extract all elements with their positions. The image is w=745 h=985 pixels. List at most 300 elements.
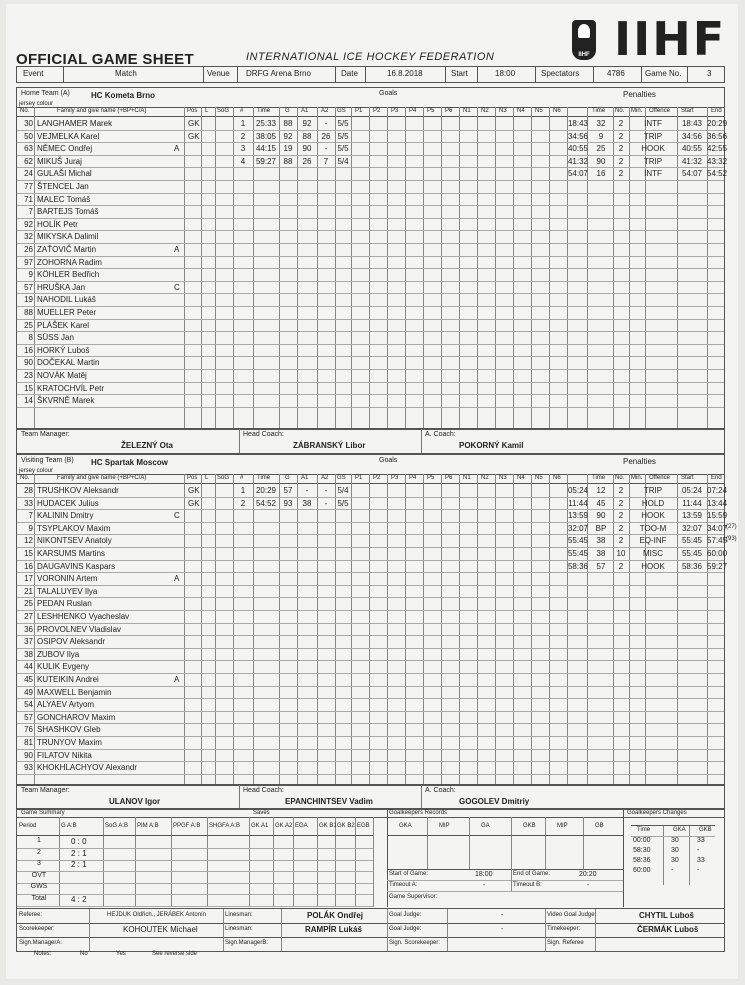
- period-column-header: P5: [427, 475, 435, 481]
- player-name: MIKUŠ Juraj: [37, 156, 82, 166]
- player-number: 16: [24, 345, 33, 355]
- gk-col-header: GKA: [399, 823, 412, 829]
- player-row: [17, 256, 724, 269]
- penalties-header: Penalties: [623, 90, 656, 99]
- player-name: MAXWELL Benjamin: [37, 687, 112, 697]
- officials-column-line: [89, 909, 90, 951]
- penalty-min: 2: [618, 156, 624, 166]
- column-header: L: [205, 108, 209, 114]
- player-number: 33: [24, 498, 33, 508]
- period-column-header: N4: [517, 475, 525, 481]
- player-name: HORKÝ Luboš: [37, 345, 90, 355]
- goal-g: 19: [283, 144, 293, 154]
- visitor-a-coach: GOGOLEV Dmitriy: [459, 797, 530, 806]
- summary-line: [17, 817, 724, 818]
- row-line: [17, 407, 724, 408]
- penalty-end: 13:44: [707, 498, 728, 508]
- penalty-time: 05:24: [567, 486, 589, 495]
- player-name: GONCHAROV Maxim: [37, 712, 116, 722]
- period-label: Total: [31, 894, 47, 902]
- sign-manager-b-label: Sign.ManagerB:: [225, 940, 269, 946]
- player-name: KHOKHLACHYOV Alexandr: [37, 763, 138, 773]
- visitor-head-coach: EPANCHINTSEV Vadim: [285, 797, 373, 806]
- column-header: GS: [337, 108, 346, 114]
- gk-column-line: [545, 817, 546, 869]
- penalty-offence: HOLD: [641, 498, 665, 508]
- officials-column-line: [281, 909, 282, 951]
- team-name: HC Kometa Brno: [91, 91, 156, 100]
- start-value: 18:00: [495, 69, 516, 78]
- column-header: Family and give name (+BP+C/A): [57, 475, 147, 481]
- player-position: GK: [188, 498, 200, 508]
- summary-col-header: GK B1: [319, 823, 337, 829]
- player-name: MIKYSKA Dalimil: [37, 232, 99, 242]
- column-header: Time: [257, 475, 271, 481]
- penalty-offence: INTF: [644, 119, 662, 128]
- goal-n: 2: [240, 131, 246, 141]
- penalty-player: 16: [596, 169, 606, 179]
- player-row: [17, 585, 724, 598]
- penalty-min: 2: [618, 561, 624, 571]
- penalty-end: 42:55: [707, 144, 728, 154]
- gk-column-line: [511, 817, 512, 869]
- player-number: 36: [24, 624, 33, 634]
- penalty-offence: TRIP: [643, 156, 663, 166]
- goal-a1: 38: [302, 498, 312, 508]
- change-time: 00:00: [633, 837, 651, 844]
- player-name: TRUNYOV Maxim: [37, 738, 102, 747]
- player-number: 62: [24, 156, 33, 166]
- player-row: [17, 205, 724, 218]
- period-column-header: P3: [391, 108, 399, 114]
- sign-manager-a-label: Sign.ManagerA:: [19, 940, 63, 946]
- column-header: Start: [681, 475, 694, 481]
- player-row: [17, 749, 724, 762]
- column-header: Min.: [631, 475, 643, 481]
- period-column-header: N2: [481, 475, 489, 481]
- referee-label: Referee:: [19, 912, 43, 918]
- goal-g: 92: [283, 131, 293, 141]
- player-name: KARSUMS Martins: [37, 549, 106, 558]
- penalty-start: 11:44: [682, 498, 702, 508]
- player-name: KRATOCHVÍL Petr: [37, 383, 104, 393]
- officials-line: [17, 937, 724, 938]
- player-name: KALININ Dmitry: [37, 511, 94, 521]
- player-row: [17, 394, 724, 407]
- summary-col-header: G A:B: [61, 823, 77, 829]
- column-header: G: [285, 108, 290, 114]
- penalty-offence: TRIP: [643, 486, 663, 495]
- penalty-start: 40:55: [681, 144, 703, 154]
- player-number: 50: [24, 131, 33, 141]
- penalty-offence: MISC: [643, 549, 663, 558]
- video-goal-judge: CHYTIL Luboš: [639, 911, 694, 920]
- player-number: 14: [24, 396, 33, 406]
- summary-col-header: GK A1: [251, 823, 269, 829]
- penalty-end: 54:52: [707, 169, 728, 179]
- column-header: Family and give name (+BP+C/A): [57, 108, 147, 114]
- player-name: LANGHAMER Marek: [37, 119, 113, 128]
- player-number: 76: [24, 725, 33, 735]
- player-number: 57: [24, 282, 33, 292]
- penalty-start: 55:45: [681, 549, 703, 558]
- period-label: 3: [37, 860, 41, 867]
- column-header: Offence: [649, 475, 670, 481]
- player-number: 71: [24, 194, 33, 204]
- referee: HEJDUK Oldřich., JERÁBEK Antonín: [107, 912, 207, 918]
- player-name: MUELLER Peter: [37, 308, 97, 317]
- penalty-time: 40:55: [567, 144, 589, 154]
- goal-judge-label: Goal Judge:: [389, 912, 422, 918]
- penalty-player: 32: [596, 119, 606, 128]
- period-column-header: P6: [445, 475, 453, 481]
- goal-time: 59:27: [255, 156, 277, 166]
- period-column-header: N5: [535, 475, 543, 481]
- timeout-a: -: [483, 882, 486, 889]
- home-head-coach: ZÁBRANSKÝ Libor: [293, 441, 366, 450]
- player-number: 28: [24, 486, 33, 495]
- penalty-min: 2: [618, 169, 624, 179]
- player-name: NIKONTSEV Anatoly: [37, 536, 112, 546]
- player-position: GK: [188, 119, 200, 128]
- player-row: [17, 306, 724, 319]
- goal-gs: 5/4: [337, 486, 349, 495]
- start-of-game-label: Start of Game:: [389, 871, 429, 877]
- goal-gs: 5/5: [337, 131, 349, 141]
- end-of-game-label: End of Game:: [513, 871, 551, 877]
- penalty-offence: EQ-INF: [639, 536, 667, 546]
- player-name: ZAŤOVIČ Martin: [37, 245, 97, 254]
- notes-label: Notes:: [34, 951, 52, 957]
- penalty-player: 38: [596, 549, 606, 558]
- goal-time: 25:33: [255, 119, 277, 128]
- venue-value: DRFG Arena Brno: [246, 69, 311, 78]
- player-name: LESHHENKO Vyacheslav: [37, 612, 130, 621]
- player-captain: A: [174, 574, 180, 584]
- player-number: 27: [24, 612, 33, 621]
- goal-time: 54:52: [255, 498, 277, 508]
- change-time: 60:00: [633, 867, 651, 874]
- player-position: GK: [188, 131, 200, 141]
- changes-col-header: Time: [637, 827, 651, 833]
- goal-a1: 92: [302, 119, 312, 128]
- federation-name: INTERNATIONAL ICE HOCKEY FEDERATION: [246, 51, 495, 63]
- player-number: 21: [24, 586, 33, 596]
- player-row: [17, 623, 724, 636]
- gk-column-line: [427, 817, 428, 869]
- penalty-end: 59:27: [707, 561, 728, 571]
- gk-column-line: [511, 869, 512, 891]
- gk-changes-label: Goalkeepers Changes: [627, 810, 687, 816]
- see-reverse: See reverse side: [152, 951, 198, 957]
- timeout-b-label: Timeout B:: [513, 882, 542, 888]
- goal-a2: -: [324, 486, 328, 495]
- penalty-start: 13:59: [681, 511, 703, 521]
- penalty-time: 41:32: [567, 156, 589, 166]
- home-team-section: [16, 87, 728, 430]
- summary-col-header: EGA: [295, 823, 308, 829]
- penalty-end: 36:56: [707, 131, 728, 141]
- spectators-label: Spectators: [541, 69, 580, 78]
- game-supervisor-label: Game Supervisor:: [389, 894, 438, 900]
- column-header: Min.: [631, 108, 643, 114]
- penalty-time: 13:59: [567, 511, 589, 521]
- column-header: Time: [257, 108, 271, 114]
- penalty-offence: INTF: [644, 169, 662, 179]
- player-name: VORONIN Artem: [37, 574, 98, 584]
- goals-header: Goals: [379, 90, 398, 97]
- officials-column-line: [447, 909, 448, 951]
- player-row: [17, 281, 724, 294]
- period-column-header: N3: [499, 475, 507, 481]
- penalty-time: 55:45: [567, 536, 589, 546]
- column-header: No.: [20, 108, 30, 114]
- column-header: Pos: [187, 475, 198, 481]
- game-summary-label: Game Summary: [21, 810, 65, 816]
- player-name: GULAŠI Michal: [37, 169, 92, 179]
- column-header: #: [240, 108, 244, 114]
- period-column-header: P5: [427, 108, 435, 114]
- summary-col-header: EGB: [357, 823, 370, 829]
- player-row: [17, 331, 724, 344]
- summary-column-line: [623, 809, 624, 907]
- player-name: TALALUYEV Ilya: [37, 586, 98, 596]
- officials-column-line: [545, 909, 546, 951]
- period-column-header: N6: [553, 108, 561, 114]
- linesman-1: POLÁK Ondřej: [307, 911, 364, 920]
- iihf-logo: IIHF IIHF: [570, 18, 720, 62]
- team-label: Visiting Team (B): [21, 457, 74, 464]
- period-goals: 2 : 1: [71, 860, 87, 869]
- player-number: 44: [24, 662, 33, 672]
- period-label: 1: [37, 837, 41, 844]
- goal-gs: 5/5: [337, 119, 349, 128]
- summary-col-header: SoG A:B: [105, 823, 129, 829]
- period-column-header: P2: [373, 475, 381, 481]
- visitor-team-manager: ULANOV Igor: [109, 797, 161, 806]
- row-line: [17, 906, 373, 907]
- penalty-offence: TOO-M: [639, 523, 667, 533]
- goal-time: 38:05: [255, 131, 277, 141]
- iihf-badge-icon: IIHF: [572, 20, 596, 60]
- start-label: Start: [451, 69, 468, 78]
- player-row: [17, 218, 724, 231]
- player-captain: A: [174, 675, 180, 684]
- column-header: G: [285, 475, 290, 481]
- player-number: 23: [24, 371, 33, 380]
- player-captain: C: [174, 282, 180, 292]
- player-row: [17, 610, 724, 623]
- home-a-coach: POKORNÝ Kamil: [459, 441, 524, 450]
- summary-column-line: [373, 817, 374, 907]
- row-line: [17, 871, 373, 872]
- penalty-end: 07:24: [707, 486, 728, 495]
- goal-gs: 5/5: [337, 498, 349, 508]
- player-number: 7: [28, 511, 33, 521]
- period-column-header: N2: [481, 108, 489, 114]
- officials-column-line: [223, 909, 224, 951]
- period-column-header: N4: [517, 108, 525, 114]
- row-line: [17, 883, 373, 884]
- player-number: 88: [24, 308, 33, 317]
- scorekeeper: KOHOUTEK Michael: [123, 925, 198, 934]
- penalty-start: 32:07: [681, 523, 703, 533]
- goal-a1: -: [305, 486, 309, 495]
- player-name: HOLÍK Petr: [37, 219, 78, 229]
- player-number: 32: [24, 232, 33, 242]
- penalty-end: 15:59: [707, 511, 728, 521]
- penalty-offence: HOOK: [641, 511, 665, 521]
- goal-g: 88: [283, 156, 293, 166]
- gk-line: [387, 869, 623, 870]
- column-header: End: [711, 108, 722, 114]
- penalty-note: (27): [726, 523, 737, 530]
- player-name: FILATOV Nikita: [37, 750, 92, 760]
- penalty-player: 38: [596, 536, 606, 546]
- player-row: [17, 648, 724, 661]
- linesman-2: RAMPÍR Lukáš: [305, 925, 362, 934]
- period-column-header: N1: [463, 108, 471, 114]
- player-number: 15: [24, 383, 33, 393]
- sign-scorekeeper-label: Sign. Scorekeeper:: [389, 940, 441, 946]
- notes-yes: Yes: [116, 951, 126, 957]
- team-name: HC Spartak Moscow: [91, 458, 168, 467]
- player-captain: A: [174, 245, 180, 254]
- video-goal-judge-label: Video Goal Judge:: [547, 912, 597, 918]
- summary-column-line: [387, 809, 388, 907]
- penalty-min: 2: [618, 486, 624, 495]
- goal-g: 88: [283, 119, 293, 128]
- goal-judge-2: -: [501, 926, 504, 933]
- penalty-offence: HOOK: [641, 144, 665, 154]
- event-value: Match: [115, 69, 137, 78]
- sign-referee-label: Sign. Referee: [547, 940, 584, 946]
- penalty-end: 20:29: [707, 119, 728, 128]
- penalty-min: 2: [618, 536, 624, 546]
- player-number: 77: [24, 182, 33, 191]
- period-column-header: P2: [373, 108, 381, 114]
- linesman-label: Linesman:: [225, 926, 253, 932]
- player-name: PROVOLNEV Vladislav: [37, 624, 122, 634]
- home-staff-row: Team Manager: ŽELEZNÝ Ota Head Coach: ZÁBRANSKÝ Libor A. Coach: POKORNÝ Kamil: [16, 428, 725, 454]
- player-name: SHASHKOV Gleb: [37, 725, 101, 735]
- player-row: [17, 723, 724, 736]
- player-number: 38: [24, 649, 33, 659]
- goal-judge-label: Goal Judge:: [389, 926, 422, 932]
- player-name: KULIK Evgeny: [37, 662, 90, 672]
- changes-column-line: [689, 825, 690, 885]
- linesman-label: Linesman:: [225, 912, 253, 918]
- date-value: 16.8.2018: [387, 69, 423, 78]
- officials-section: [16, 908, 725, 952]
- change-gkb: 33: [697, 857, 705, 864]
- period-column-header: N3: [499, 108, 507, 114]
- column-header: Time: [592, 108, 606, 114]
- player-number: 37: [24, 637, 33, 647]
- player-name: NOVÁK Matěj: [37, 371, 87, 380]
- period-column-header: P1: [355, 108, 363, 114]
- game-no-value: 3: [707, 69, 712, 78]
- player-number: 17: [24, 574, 33, 584]
- penalty-min: 2: [618, 523, 624, 533]
- goals-header: Goals: [379, 457, 398, 464]
- penalties-header: Penalties: [623, 457, 656, 466]
- period-label: GWS: [30, 883, 48, 890]
- jersey-colour-label: jersey colour: [19, 101, 54, 107]
- column-header: No.: [615, 108, 625, 114]
- column-header: L: [205, 475, 209, 481]
- player-number: 25: [24, 320, 33, 330]
- goal-g: 57: [283, 486, 293, 495]
- player-name: DAUGAVINS Kaspars: [37, 561, 116, 571]
- goal-a1: 88: [302, 131, 312, 141]
- penalty-start: 58:36: [681, 561, 703, 571]
- goal-gs: 5/5: [337, 144, 349, 154]
- period-goals: 2 : 1: [71, 848, 87, 858]
- column-header: GS: [337, 475, 346, 481]
- penalty-end: 43:32: [707, 156, 728, 166]
- player-row: [17, 711, 724, 724]
- player-name: DOČEKAL Martin: [37, 358, 100, 368]
- column-header: A1: [301, 475, 309, 481]
- player-name: TRUSHKOV Aleksandr: [37, 486, 119, 495]
- column-header: #: [240, 475, 244, 481]
- player-row: [17, 382, 724, 395]
- player-name: ZUBOV Ilya: [37, 649, 80, 659]
- player-number: 12: [24, 536, 33, 546]
- player-number: 54: [24, 700, 33, 710]
- scorekeeper-label: Scorekeeper:: [19, 926, 55, 932]
- gk-col-header: GA: [481, 823, 490, 829]
- player-number: 9: [28, 270, 33, 280]
- player-name: VEJMELKA Karel: [37, 131, 100, 141]
- goal-a1: 90: [302, 144, 312, 154]
- row-line: [17, 774, 724, 775]
- change-gkb: -: [697, 867, 700, 874]
- penalty-player: 90: [596, 156, 606, 166]
- saves-label: Saves: [253, 810, 270, 816]
- penalty-player: 90: [596, 511, 606, 521]
- period-goals: 0 : 0: [71, 837, 87, 846]
- summary-col-header: GK B2: [337, 823, 355, 829]
- penalty-start: 34:56: [681, 131, 703, 141]
- player-row: [17, 193, 724, 206]
- goal-n: 1: [240, 486, 246, 495]
- penalty-time: 34:56: [567, 131, 589, 141]
- penalty-min: 2: [618, 498, 624, 508]
- gk-column-line: [583, 817, 584, 869]
- goal-g: 93: [283, 498, 293, 508]
- goal-n: 2: [240, 498, 246, 508]
- player-row: [17, 736, 724, 749]
- goal-n: 1: [240, 119, 246, 128]
- column-header: SoG: [217, 475, 230, 481]
- change-gka: 30: [671, 857, 679, 864]
- visitor-team-section: [16, 454, 737, 786]
- changes-line: [631, 825, 715, 826]
- player-number: 19: [24, 295, 33, 305]
- penalty-min: 2: [618, 511, 624, 521]
- player-row: [17, 761, 724, 774]
- column-header: Time: [592, 475, 606, 481]
- player-name: NĚMEC Ondřej: [37, 144, 93, 154]
- player-name: ŠTENCEL Jan: [37, 182, 89, 191]
- penalty-end: 60:00: [707, 549, 728, 558]
- period-column-header: N5: [535, 108, 543, 114]
- column-header: Offence: [649, 108, 670, 114]
- player-row: [17, 635, 724, 648]
- player-name: TSYPLAKOV Maxim: [37, 523, 111, 533]
